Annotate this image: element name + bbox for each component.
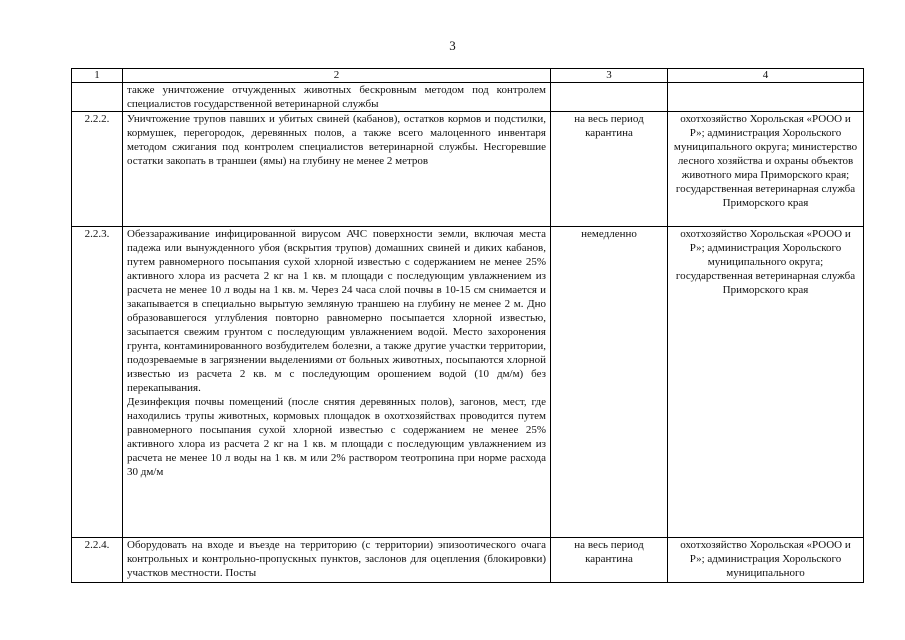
term-text: немедленно (551, 227, 668, 538)
measure-text: Обеззараживание инфицированной вирусом АЧС поверхности земли, включая места падежа или вынужденного убоя (вскрытия трупов) домашних свиней и диких кабанов, путем равномерного посыпания сухой хлорной известью с содержанием не менее 25% активного хлора из расчета 2 кг на 1 кв. м площади с последующим увлажнением из расчета не менее 10 л воды на 1 кв. м. Через 24 часа слой почвы в 10-15 см снимается и закапывается в специально вырытую земляную траншею на глубину не менее 2 м. Дно образовавшегося углубления повторно равномерно посыпается хлорной известью, засыпается свежим грунтом с последующим увлажнением водой. Место захоронения грунта, контаминированного возбудителем болезни, а также другие участки территории, подозреваемые в загрязнении выделениями от больных животных, посыпаются хлорной известью из расчета 2 кв. м с последующим орошением водой (10 дм/м) без перекапывания. (127, 228, 546, 394)
term-text: на весь период карантина (551, 112, 668, 227)
item-number: 2.2.4. (72, 538, 123, 583)
table-row (72, 83, 864, 112)
term-text (551, 83, 668, 112)
table-header-row (72, 69, 864, 83)
item-number: 2.2.3. (72, 227, 123, 538)
measure-text: Уничтожение трупов павших и убитых свиней (кабанов), остатков кормов и подстилки, кормушек, перегородок, деревянных полов, а также всего малоценного инвентаря методом сжигания под контролем специалистов ветеринарной службы. Несгоревшие остатки закопать в траншеи (ямы) на глубину не менее 2 метров (123, 112, 551, 227)
column-header-3: 3 (551, 69, 668, 83)
term-text: на весь период карантина (551, 538, 668, 583)
item-number: 2.2.2. (72, 112, 123, 227)
measures-table (71, 68, 864, 583)
page-number: 3 (449, 38, 456, 53)
item-number (72, 83, 123, 112)
measure-text: также уничтожение отчужденных животных бескровным методом под контролем специалистов государственной ветеринарной службы (123, 83, 551, 112)
measure-cell (123, 227, 551, 538)
responsible-text: охотхозяйство Хорольская «РООО и Р»; администрация Хорольского муниципального округа; государственная ветеринарная служба Приморского края (668, 227, 864, 538)
table-row (72, 538, 864, 583)
measure-text-continued: Дезинфекция почвы помещений (после снятия деревянных полов), загонов, мест, где находились трупы животных, кормовых площадок в охотхозяйствах проводится путем равномерного посыпания сухой хлорной известью с содержанием не менее 25% активного хлора из расчета 2 кг на 1 кв. м площади с последующим увлажнением из расчета не менее 10 л воды на 1 кв. м или 2% раствором теотропина при норме расхода 30 дм/м (127, 396, 546, 478)
column-header-2: 2 (123, 69, 551, 83)
responsible-text: охотхозяйство Хорольская «РООО и Р»; администрация Хорольского муниципального (668, 538, 864, 583)
responsible-text: охотхозяйство Хорольская «РООО и Р»; администрация Хорольского муниципального округа; министерство лесного хозяйства и охраны объектов животного мира Приморского края; государственная ветеринарная служба Приморского края (668, 112, 864, 227)
responsible-text (668, 83, 864, 112)
column-header-4: 4 (668, 69, 864, 83)
column-header-1: 1 (72, 69, 123, 83)
measure-text: Оборудовать на входе и въезде на территорию (с территории) эпизоотического очага контрольных и контрольно-пропускных пунктов, заслонов для оцепления (блокировки) участков местности. Посты (123, 538, 551, 583)
table-row (72, 227, 864, 538)
table-row (72, 112, 864, 227)
